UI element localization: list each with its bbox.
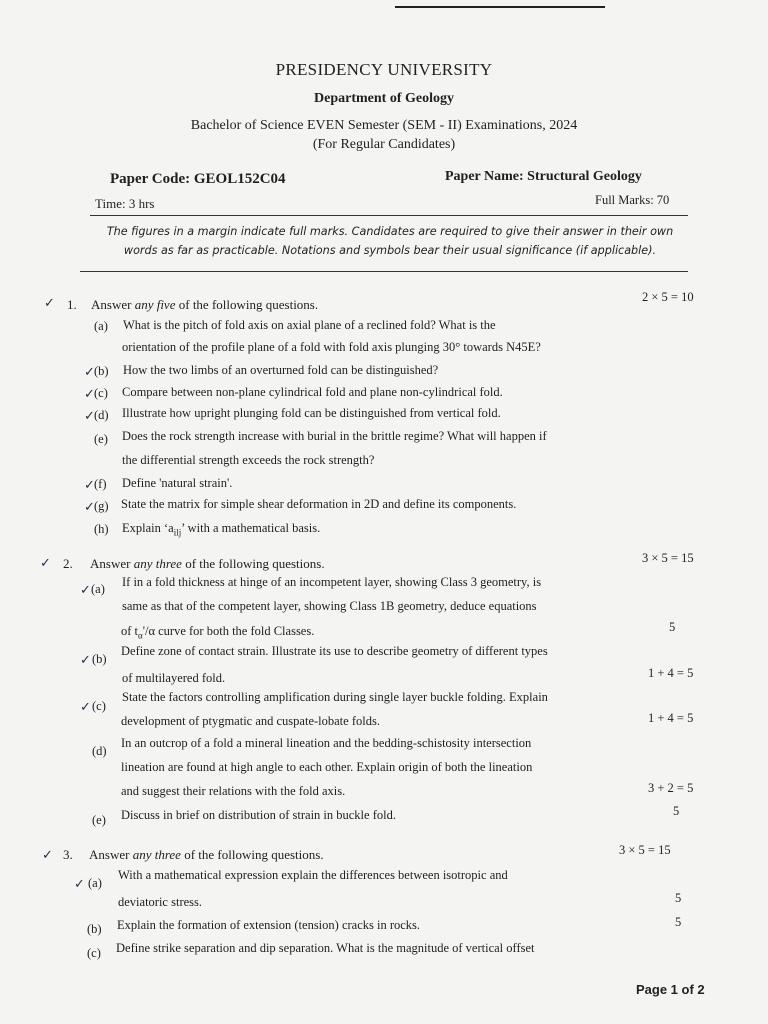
subquestion-marks: 5	[675, 891, 682, 905]
subquestion-text: Discuss in brief on distribution of strain in buckle fold.	[121, 808, 396, 822]
subquestion-label: (a)	[88, 876, 102, 890]
check-mark-icon: ✓	[84, 478, 95, 493]
check-mark-icon: ✓	[74, 877, 85, 892]
candidates-note: (For Regular Candidates)	[312, 137, 456, 152]
subquestion-marks: 5	[675, 915, 682, 929]
question-number: 2.	[63, 556, 73, 571]
subquestion-label: (b)	[94, 364, 109, 378]
check-mark-icon: ✓	[84, 409, 95, 424]
subquestion-text: If in a fold thickness at hinge of an incompetent layer, showing Class 3 geometry, is	[122, 575, 542, 589]
subquestion-text: of multilayered fold.	[122, 671, 226, 685]
subquestion-label: (b)	[87, 922, 102, 936]
subquestion-label: (h)	[94, 522, 109, 536]
subquestion-label: (e)	[92, 813, 106, 827]
subquestion-label: (e)	[94, 432, 108, 446]
subquestion-text: Does the rock strength increase with burial in the brittle regime? What will happen if	[122, 429, 547, 443]
heading-text: of the following questions.	[181, 556, 325, 571]
question-marks: 3 × 5 = 15	[619, 843, 671, 857]
subquestion-text: lineation are found at high angle to each other. Explain origin of both the lineation	[121, 760, 533, 774]
subquestion-text: same as that of the competent layer, showing Class 1B geometry, deduce equations	[122, 599, 537, 613]
heading-emphasis: any five	[134, 297, 176, 312]
text-part: ’ with a mathematical basis.	[181, 521, 321, 535]
check-mark-icon: ✓	[44, 296, 55, 311]
subquestion-text: development of ptygmatic and cuspate-lobate folds.	[121, 714, 380, 728]
subquestion-text: State the factors controlling amplification during single layer buckle folding. Explain	[122, 690, 548, 704]
subquestion-label: (a)	[91, 582, 105, 596]
page-indicator: Page 1 of 2	[636, 982, 705, 997]
text-part: of t	[121, 624, 139, 638]
subquestion-text: How the two limbs of an overturned fold can be distinguished?	[123, 363, 439, 377]
subquestion-label: (a)	[94, 319, 108, 333]
check-mark-icon: ✓	[80, 700, 91, 715]
subquestion-text: Illustrate how upright plunging fold can be distinguished from vertical fold.	[122, 406, 501, 420]
subquestion-text: Compare between non-plane cylindrical fold and plane non-cylindrical fold.	[122, 385, 503, 399]
text-part: Explain ‘a	[122, 521, 174, 535]
subquestion-text: Define strike separation and dip separation. What is the magnitude of vertical offset	[116, 941, 535, 955]
paper-code: Paper Code: GEOL152C04	[110, 171, 286, 187]
time-allowed: Time: 3 hrs	[95, 196, 155, 211]
divider	[80, 271, 688, 272]
subquestion-marks: 1 + 4 = 5	[648, 666, 694, 680]
full-marks: Full Marks: 70	[595, 193, 670, 207]
check-mark-icon: ✓	[42, 848, 53, 863]
subquestion-text: orientation of the profile plane of a fold with fold axis plunging 30° towards N45E?	[122, 340, 541, 354]
divider	[90, 215, 688, 216]
scan-edge-mark	[395, 6, 605, 8]
subquestion-marks: 5	[669, 620, 676, 634]
subscript: α	[138, 630, 143, 641]
subquestion-text: deviatoric stress.	[118, 895, 203, 909]
subquestion-text: the differential strength exceeds the rock strength?	[122, 453, 375, 467]
heading-text: of the following questions.	[175, 297, 319, 312]
subscript: ilj	[173, 527, 182, 538]
check-mark-icon: ✓	[84, 500, 95, 515]
subquestion-marks: 5	[673, 804, 680, 818]
question-number: 3.	[63, 847, 73, 862]
heading-emphasis: any three	[133, 556, 182, 571]
subquestion-label: (b)	[92, 652, 107, 666]
subquestion-label: (c)	[92, 699, 106, 713]
check-mark-icon: ✓	[84, 387, 95, 402]
subquestion-label: (f)	[94, 477, 107, 491]
paper-name: Paper Name: Structural Geology	[445, 169, 642, 184]
question-marks: 2 × 5 = 10	[642, 290, 694, 304]
heading-text: Answer	[91, 297, 135, 312]
check-mark-icon: ✓	[80, 583, 91, 598]
subquestion-label: (d)	[92, 744, 107, 758]
subquestion-text: With a mathematical expression explain the differences between isotropic and	[118, 868, 508, 882]
question-heading	[91, 297, 318, 313]
heading-text: of the following questions.	[180, 847, 324, 862]
heading-text: Answer	[89, 847, 133, 862]
subquestion-text: What is the pitch of fold axis on axial plane of a reclined fold? What is the	[123, 318, 496, 332]
subquestion-text	[121, 624, 314, 641]
subquestion-text: Define 'natural strain'.	[122, 476, 233, 490]
subquestion-label: (c)	[87, 946, 101, 960]
text-part: '/α curve for both the fold Classes.	[142, 624, 315, 638]
subquestion-label: (g)	[94, 499, 109, 513]
subquestion-marks: 1 + 4 = 5	[648, 711, 694, 725]
heading-emphasis: any three	[132, 847, 181, 862]
heading-text: Answer	[90, 556, 134, 571]
subquestion-text	[122, 521, 320, 538]
question-heading	[90, 556, 325, 572]
department-name: Department of Geology	[314, 91, 454, 106]
check-mark-icon: ✓	[80, 653, 91, 668]
check-mark-icon: ✓	[84, 365, 95, 380]
subquestion-text: In an outcrop of a fold a mineral lineation and the bedding-schistosity intersection	[121, 736, 532, 750]
subquestion-text: Define zone of contact strain. Illustrate its use to describe geometry of different types	[121, 644, 548, 658]
subquestion-text: State the matrix for simple shear deformation in 2D and define its components.	[121, 497, 517, 511]
check-mark-icon: ✓	[40, 556, 51, 571]
question-number: 1.	[67, 297, 77, 312]
subquestion-label: (c)	[94, 386, 108, 400]
subquestion-text: Explain the formation of extension (tension) cracks in rocks.	[117, 918, 421, 932]
exam-title: Bachelor of Science EVEN Semester (SEM - II) Examinations, 2024	[190, 118, 578, 133]
university-name: PRESIDENCY UNIVERSITY	[275, 60, 493, 79]
subquestion-label: (d)	[94, 408, 109, 422]
instructions: The figures in a margin indicate full marks. Candidates are required to give their answer in their own words as far as practicable. Notations and symbols bear their usual significance (if applicable).	[106, 225, 674, 257]
subquestion-text: and suggest their relations with the fold axis.	[121, 784, 346, 798]
subquestion-marks: 3 + 2 = 5	[648, 781, 694, 795]
question-marks: 3 × 5 = 15	[642, 551, 694, 565]
question-heading	[89, 847, 324, 863]
